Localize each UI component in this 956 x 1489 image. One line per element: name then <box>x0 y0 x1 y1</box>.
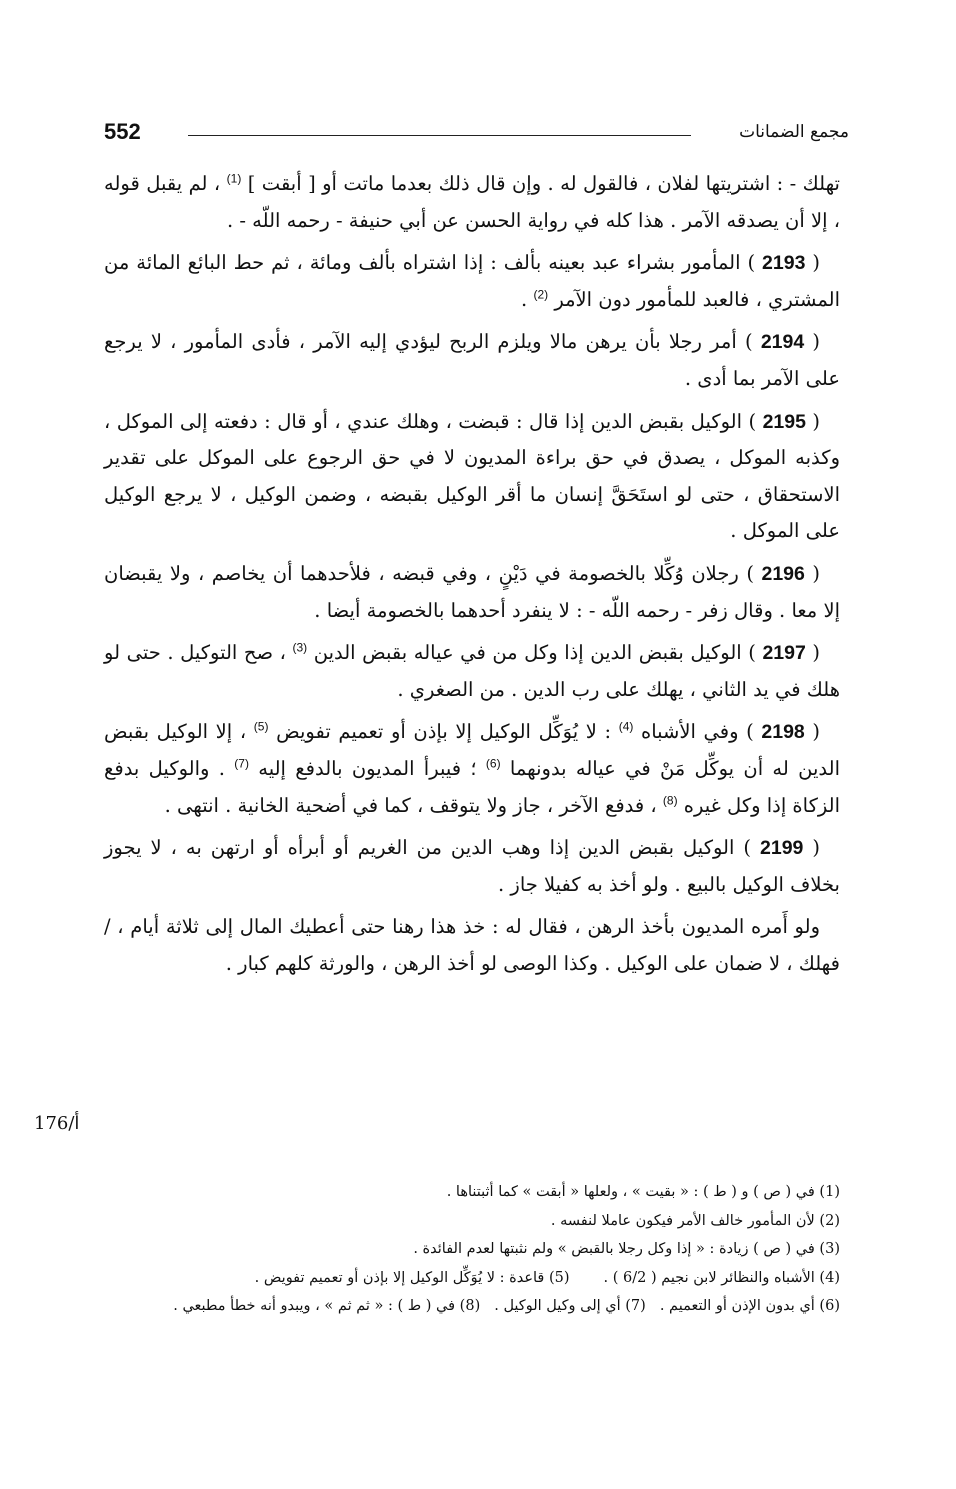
footnote-ref: (1) <box>226 171 242 186</box>
paragraph-text: أمر رجلا بأن يرهن مالا ويلزم الربح ليؤدي إليه الآمر ، فأدى المأمور ، لا يرجع على الآمر بما أدى . <box>104 330 840 390</box>
paragraph-text: ، صح التوكيل . حتى لو هلك في يد الثاني ، يهلك على رب الدين . من الصغري . <box>104 641 840 701</box>
header-rule <box>188 135 691 136</box>
footnote-ref: (6) <box>485 756 501 771</box>
paragraph-2196: ( 2196 ) رجلان وُكِّلا بالخصومة في دَيْنٍ ، وفي قبضه ، فلأحدهما أن يخاصم ، ولا يقبضان إلا معا . وقال زفر - رحمه اللّه - : لا ينفرد أحدهما بالخصومة أيضا . <box>104 561 840 622</box>
paragraph-text: تهلك - : اشتريتها لفلان ، فالقول له . وإن قال ذلك بعدما ماتت أو [ أبقت ] <box>247 172 840 195</box>
footnote-2: (2) لأن المأمور خالف الأمر فيكون عاملا لنفسه . <box>550 1212 840 1229</box>
entry-number: 2199 <box>760 837 804 860</box>
paragraph-2194: ( 2194 ) أمر رجلا بأن يرهن مالا ويلزم الربح ليؤدي إليه الآمر ، فأدى المأمور ، لا يرجع على الآمر بما أدى . <box>104 330 840 390</box>
entry-number: 2193 <box>762 252 806 275</box>
paragraph-text: ، لم يقبل قوله ، إلا أن يصدقه الآمر . هذا كله في رواية الحسن عن أبي حنيفة - رحمه اللّه - . <box>104 172 840 232</box>
footnote-ref: (3) <box>292 640 308 655</box>
footnote-7: (7) أي إلى وكيل الوكيل . <box>494 1298 646 1314</box>
footnote-row-6-8 <box>104 1292 840 1321</box>
paragraph-text: ، فدفع الآخر ، جاز ولا يتوقف ، كما في أضحية الخانية . انتهى . <box>164 793 663 817</box>
footnote-5: (5) قاعدة : لا يُوَكِّل الوكيل إلا بإذن أو تعميم تفويض . <box>254 1269 570 1286</box>
entry-number: 2195 <box>762 410 806 433</box>
footnote-3: (3) في ( ص ) زيادة : « إذا وكل رجلا بالقبض » ولم نثبتها لعدم الفائدة . <box>413 1241 840 1257</box>
entry-number: 2197 <box>762 642 806 665</box>
entry-number: 2194 <box>760 331 805 354</box>
paragraph-text: وفي الأشباه <box>641 720 747 744</box>
paragraph-text: : لا يُوَكِّل الوكيل إلا بإذن أو تعميم تفويض <box>276 720 619 744</box>
footnote-8: (8) في ( ط ) : « ثم ثم » ، ويبدو أنه خطأ مطبعي . <box>173 1298 481 1314</box>
paragraph-intro <box>104 166 840 239</box>
paragraph-text: المأمور بشراء عبد بعينه بألف : إذا اشتراه بألف ومائة ، ثم حط البائع المائة من المشتري ، فالعبد للمأمور دون الآمر <box>104 251 840 311</box>
footnote-ref: (2) <box>533 287 549 302</box>
entry-number: 2196 <box>761 562 805 585</box>
paragraph-text: رجلان وُكِّلا بالخصومة في دَيْنٍ ، وفي قبضه ، فلأحدهما أن يخاصم ، ولا يقبضان إلا معا . وقال زفر - رحمه اللّه - : لا ينفرد أحدهما بالخصومة أيضا . <box>104 561 840 622</box>
running-title: مجمع الضمانات <box>739 122 849 142</box>
footnote-ref: (5) <box>253 719 269 734</box>
footnote-row-4-5 <box>104 1264 840 1293</box>
paragraph-text: . <box>521 287 534 311</box>
paragraph-closing <box>104 909 840 982</box>
footnote-6: (6) أي بدون الإذن أو التعميم . <box>659 1298 840 1314</box>
paragraph-2199: ( 2199 ) الوكيل بقبض الدين إذا وهب الدين من الغريم أو أبرأه أو ارتهن به ، لا يجوز بخلاف الوكيل بالبيع . ولو أخذ به كفيلا جاز . <box>104 836 840 896</box>
footnotes <box>104 1178 840 1321</box>
paragraph-2197: ( 2197 ) الوكيل بقبض الدين إذا وكل من في عياله بقبض الدين $^{(3)}$ ، صح التوكيل . حتى لو هلك في يد الثاني ، يهلك على رب الدين . من الصغري . <box>104 640 840 701</box>
footnote-4: (4) الأشباه والنظائر لابن نجيم ( 6/2 ) . <box>603 1269 840 1286</box>
body-text <box>104 166 840 988</box>
footnote-ref: (8) <box>662 793 678 807</box>
footnote-ref: (4) <box>618 719 634 734</box>
paragraph-text: . والوكيل بدفع الزكاة إذا وكل غيره <box>104 756 840 817</box>
paragraph-2198: ( 2198 ) وفي الأشباه $^{(4)}$ : لا يُوَكِّل الوكيل إلا بإذن أو تعميم تفويض $^{(5)}$ ، إلا الوكيل بقبض الدين له أن يوكِّل مَنْ في عياله بدونهما $^{(6)}$ ؛ فيبرأ المديون بالدفع إليه $^{(7)}$ . والوكيل بدفع الزكاة إذا وكل غيره $^{(8)}$ ، فدفع الآخر ، جاز ولا يتوقف ، كما في أضحية الخانية . انتهى . <box>104 719 841 817</box>
paragraph-text: ولو أَمره المديون بأخذ الرهن ، فقال له : خذ هذا رهنا حتى أعطيك المال إلى ثلاثة أيام ، / فهلك ، لا ضمان على الوكيل . وكذا الوصى لو أخذ الرهن ، والورثة كلهم كبار . <box>104 915 840 975</box>
paragraph-2193: ( 2193 ) المأمور بشراء عبد بعينه بألف : إذا اشتراه بألف ومائة ، ثم حط البائع المائة من المشتري ، فالعبد للمأمور دون الآمر $^{(2)}$ . <box>104 251 840 311</box>
paragraph-text: ، إلا الوكيل بقبض الدين له أن يوكِّل مَنْ في عياله بدونهما <box>104 720 841 780</box>
paragraph-2195: ( 2195 ) الوكيل بقبض الدين إذا قال : قبضت ، وهلك عندي ، أو قال : دفعته إلى الموكل ، وكذبه الموكل ، يصدق في حق براءة المديون لا في حق الرجوع على الموكل على تقدير الاستحقاق ، حتى لو استَحَقَّ إنسان ما أقر الوكيل بقبضه ، وضمن الوكيل ، لا يرجع الوكيل على الموكل . <box>104 409 840 543</box>
page-header <box>104 118 849 152</box>
entry-number: 2198 <box>761 721 805 744</box>
paragraph-text: ؛ فيبرأ المديون بالدفع إليه <box>258 756 486 780</box>
footnote-ref: (7) <box>234 756 249 771</box>
paragraph-text: الوكيل بقبض الدين إذا وهب الدين من الغريم أو أبرأه أو ارتهن به ، لا يجوز بخلاف الوكيل بالبيع . ولو أخذ به كفيلا جاز . <box>104 836 840 896</box>
paragraph-text: الوكيل بقبض الدين إذا وكل من في عياله بقبض الدين <box>313 641 749 665</box>
folio-margin-note: 176/أ <box>34 1113 80 1134</box>
page-number: 552 <box>104 119 141 144</box>
footnote-1: (1) في ( ص ) و ( ط ) : « بقيت » ، ولعلها « أبقت » كما أثبتناها . <box>446 1184 840 1200</box>
paragraph-text: الوكيل بقبض الدين إذا قال : قبضت ، وهلك عندي ، أو قال : دفعته إلى الموكل ، وكذبه الموكل ، يصدق في حق براءة المديون لا في حق الرجوع على الموكل على تقدير الاستحقاق ، حتى لو استَحَقَّ إنسان ما أقر الوكيل بقبضه ، وضمن الوكيل ، لا يرجع الوكيل على الموكل . <box>104 409 840 543</box>
